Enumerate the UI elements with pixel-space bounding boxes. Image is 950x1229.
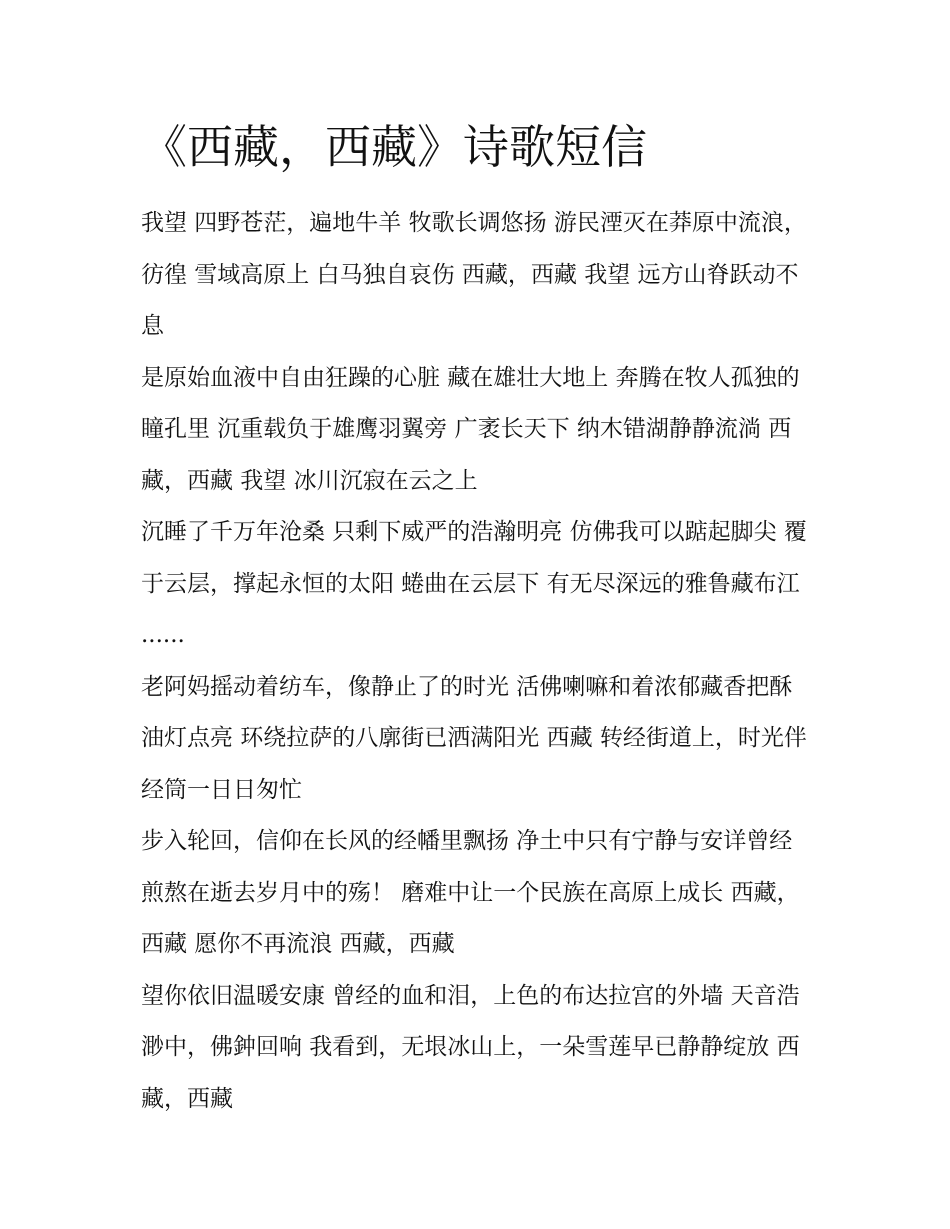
poem-body — [141, 198, 811, 1125]
poem-paragraph-6: 望你依旧温暖安康 曾经的血和泪，上色的布达拉宫的外墙 天音浩渺中，佛鈡回响 我看到，无垠冰山上，一朵雪莲早已静静绽放 西藏，西藏 — [141, 982, 800, 1112]
poem-paragraph-2: 是原始血液中自由狂躁的心脏 藏在雄壮大地上 奔腾在牧人孤独的瞳孔里 沉重载负于雄鹰羽翼旁 广袤长天下 纳木错湖静静流淌 西藏，西藏 我望 冰川沉寂在云之上 — [141, 364, 800, 494]
poem-paragraph-5: 步入轮回，信仰在长风的经幡里飘扬 净土中只有宁静与安详曾经煎熬在逝去岁月中的殇！ 磨难中让一个民族在高原上成长 西藏，西藏 愿你不再流浪 西藏，西藏 — [141, 828, 800, 957]
poem-paragraph-1: 我望 四野苍茫，遍地牛羊 牧歌长调悠扬 游民湮灭在莽原中流浪，彷徨 雪域高原上 白马独自哀伤 西藏，西藏 我望 远方山脊跃动不息 — [141, 210, 807, 339]
poem-paragraph-3: 沉睡了千万年沧桑 只剩下威严的浩瀚明亮 仿佛我可以踮起脚尖 覆于云层，撑起永恒的太阳 蜷曲在云层下 有无尽深远的雅鲁藏布江 ...... — [141, 519, 807, 648]
poem-paragraph-4: 老阿妈摇动着纺车，像静止了的时光 活佛喇嘛和着浓郁藏香把酥油灯点亮 环绕拉萨的八廓街已洒满阳光 西藏 转经街道上，时光伴经筒一日日匆忙 — [141, 673, 807, 803]
page-title: 《西藏，西藏》诗歌短信 — [141, 120, 647, 174]
